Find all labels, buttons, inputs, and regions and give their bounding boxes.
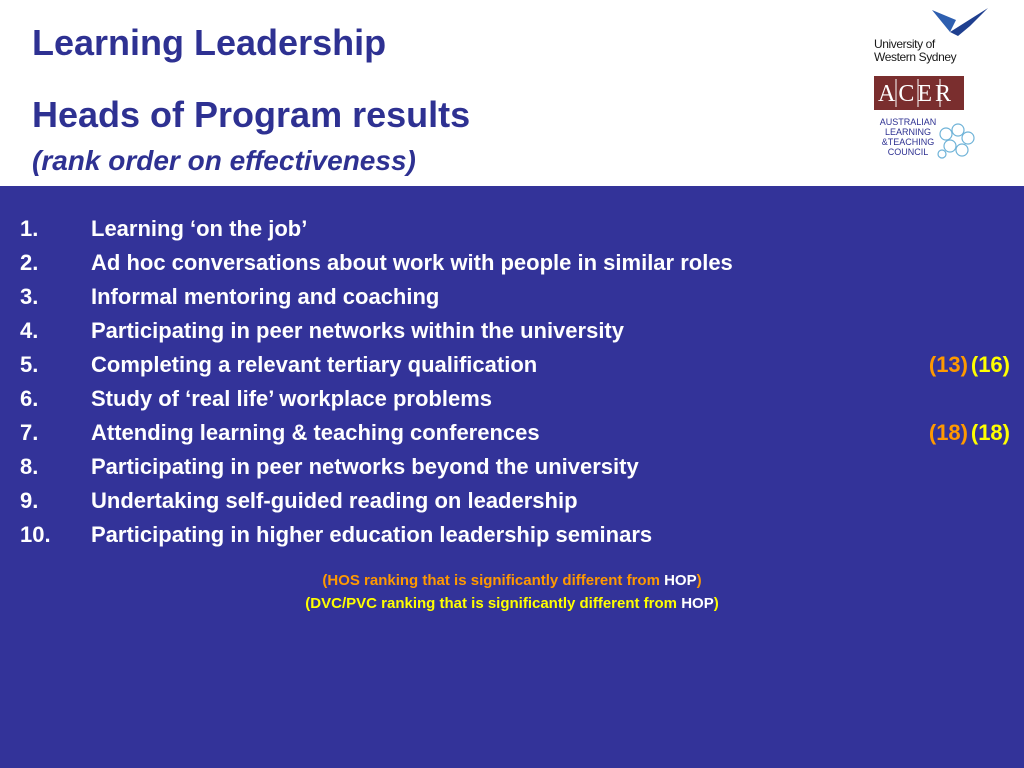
- slide-title: Learning Leadership: [32, 22, 387, 63]
- note-dvc-close: ): [713, 595, 719, 612]
- note-dvc-text: (DVC/PVC ranking that is significantly different from: [305, 595, 682, 612]
- note-hos-close: ): [696, 572, 702, 589]
- rank-item: [0, 212, 1024, 246]
- rank-number: 2.: [20, 250, 39, 275]
- rank-text: Ad hoc conversations about work with people in similar roles: [91, 250, 733, 275]
- altc-logo-text: [876, 118, 940, 158]
- rank-item: [0, 280, 1024, 314]
- rank-number: 5.: [20, 352, 39, 377]
- note-dvc: [0, 592, 1024, 615]
- rank-text: Participating in higher education leadership seminars: [91, 522, 653, 547]
- rank-hos-value: (18): [928, 420, 968, 445]
- slide-subtitle: Heads of Program results: [32, 94, 471, 135]
- rank-number: 6.: [20, 386, 39, 411]
- rank-number: 10.: [20, 522, 51, 547]
- altc-line-1: AUSTRALIAN: [879, 117, 937, 127]
- rank-number: 1.: [20, 216, 39, 241]
- rank-item: [0, 382, 1024, 416]
- rank-item: [0, 314, 1024, 348]
- note-hos-hop: HOP: [664, 572, 697, 589]
- rank-text: Study of ‘real life’ workplace problems: [91, 386, 493, 411]
- altc-line-2: LEARNING: [884, 126, 931, 137]
- rank-text: Participating in peer networks within the university: [91, 318, 624, 343]
- slide-subtitle-note: (rank order on effectiveness): [32, 145, 416, 176]
- rank-list: [0, 212, 1024, 552]
- rank-dvc-value: (18): [970, 420, 1010, 445]
- acer-logo-text: ACER: [878, 81, 955, 107]
- altc-pattern-icon: [932, 120, 978, 160]
- rank-text: Completing a relevant tertiary qualification: [91, 352, 538, 377]
- content-panel: [0, 186, 1024, 768]
- rank-number: 4.: [20, 318, 39, 343]
- rank-item: [0, 246, 1024, 280]
- rank-number: 9.: [20, 488, 39, 513]
- uws-logo: [872, 6, 992, 66]
- legend-notes: [0, 569, 1024, 615]
- rank-hos-value: (13): [928, 352, 968, 377]
- uws-logo-text: [874, 38, 956, 63]
- rank-number: 3.: [20, 284, 39, 309]
- rank-item: [0, 348, 1024, 382]
- rank-number: 7.: [20, 420, 39, 445]
- uws-line-1: University of: [874, 37, 935, 51]
- altc-logo: [874, 116, 984, 162]
- rank-item: [0, 484, 1024, 518]
- rank-text: Undertaking self-guided reading on leadership: [91, 488, 578, 513]
- uws-line-2: Western Sydney: [874, 49, 957, 64]
- rank-item: [0, 416, 1024, 450]
- rank-text: Learning ‘on the job’: [91, 216, 308, 241]
- altc-line-4: COUNCIL: [887, 146, 929, 157]
- acer-logo: [874, 76, 964, 110]
- rank-number: 8.: [20, 454, 39, 479]
- slide-header: [0, 0, 1024, 186]
- note-hos-text: (HOS ranking that is significantly different from: [322, 572, 665, 589]
- rank-text: Participating in peer networks beyond the university: [91, 454, 639, 479]
- rank-text: Informal mentoring and coaching: [91, 284, 440, 309]
- rank-item: [0, 450, 1024, 484]
- note-dvc-hop: HOP: [681, 595, 714, 612]
- altc-line-3: &TEACHING: [881, 136, 935, 147]
- rank-dvc-value: (16): [970, 352, 1010, 377]
- note-hos: [0, 569, 1024, 592]
- rank-text: Attending learning & teaching conferences: [91, 420, 540, 445]
- rank-item: [0, 518, 1024, 552]
